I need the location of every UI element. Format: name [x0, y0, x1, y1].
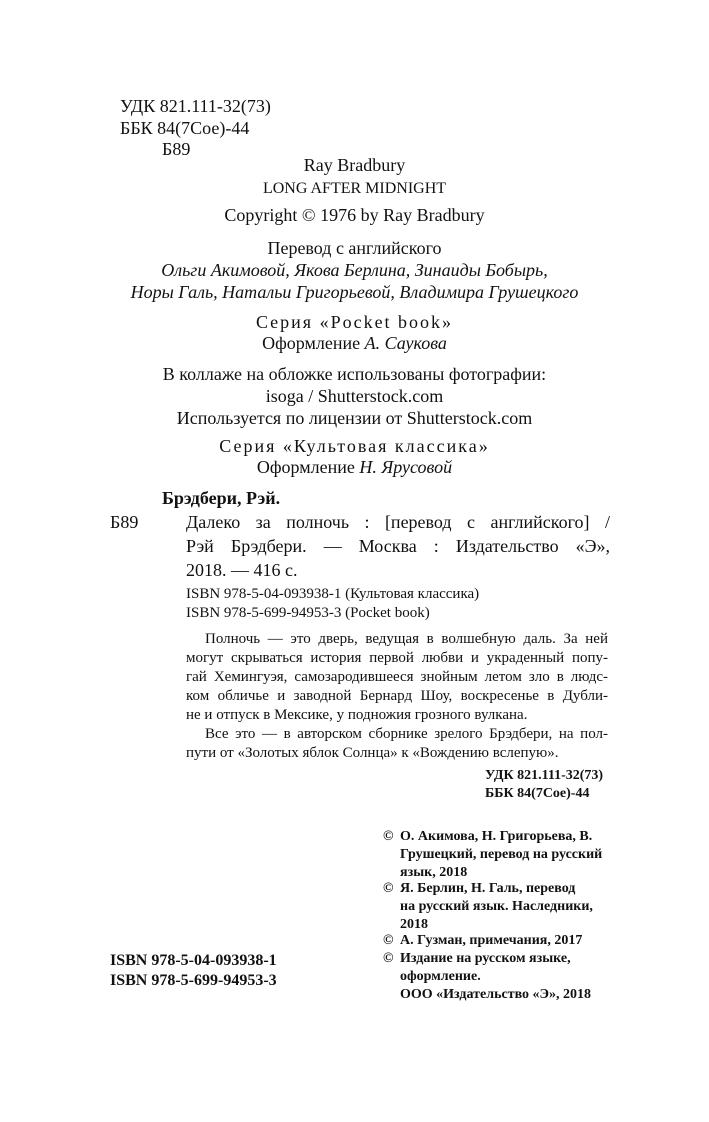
pocket-design — [0, 334, 709, 352]
udk-code-bottom: УДК 821.111-32(73) — [485, 768, 604, 783]
pocket-designer: А. Саукова — [364, 333, 447, 353]
copyright-line: 2018 — [400, 917, 428, 932]
original-author: Ray Bradbury — [303, 155, 406, 175]
cult-design — [0, 458, 709, 476]
copyright-line: О. Акимова, Н. Григорьева, В. — [400, 829, 593, 844]
isbn-bottom: ISBN 978-5-699-94953-3 — [110, 972, 277, 989]
entry-line: 2018. — 416 с. — [186, 560, 298, 580]
abstract-line: гай Хемингуэя, самозародившееся знойным летом зло в людс- — [186, 669, 608, 685]
collage-credit-line: isoga / Shutterstock.com — [265, 386, 444, 406]
copyright-sign: © — [383, 829, 394, 844]
isbn-bottom: ISBN 978-5-04-093938-1 — [110, 952, 277, 969]
bbk-code-bottom: ББК 84(7Сое)-44 — [485, 786, 590, 801]
copyright-line: Издание на русском языке, — [400, 951, 571, 966]
bbk-code: ББК 84(7Сое)-44 — [120, 118, 250, 138]
copyright-line: оформление. — [400, 969, 481, 984]
entry-isbn: ISBN 978-5-699-94953-3 (Pocket book) — [186, 605, 430, 621]
cult-design-label: Оформление — [256, 457, 355, 477]
abstract-line: не и отпуск в Мексике, у подножия грозного вулкана. — [186, 707, 528, 723]
abstract-line: могут скрываться история первой любви и украденный попу- — [186, 650, 608, 666]
abstract-line: Все это — в авторском сборнике зрелого Брэдбери, на пол- — [205, 726, 608, 742]
pocket-series: Серия «Pocket book» — [255, 312, 454, 332]
entry-author: Брэдбери, Рэй. — [162, 488, 281, 508]
abstract-line: Полночь — это дверь, ведущая в волшебную даль. За ней — [205, 631, 608, 647]
abstract-line: пути от «Золотых яблок Солнца» к «Вождению вслепую». — [186, 745, 559, 761]
copyright-line: Грушецкий, перевод на русский — [400, 847, 603, 862]
cult-designer: Н. Ярусовой — [359, 457, 453, 477]
copyright-line: Я. Берлин, Н. Галь, перевод — [400, 881, 576, 896]
collage-credit-line: В коллаже на обложке использованы фотографии: — [162, 364, 547, 384]
copyright-line: ООО «Издательство «Э», 2018 — [400, 987, 592, 1002]
entry-line: Рэй Брэдбери. — Москва : Издательство «Э», — [186, 536, 610, 556]
translation-label: Перевод с английского — [267, 238, 442, 258]
entry-isbn: ISBN 978-5-04-093938-1 (Культовая классика) — [186, 586, 480, 602]
copyright-sign: © — [383, 951, 394, 966]
original-copyright: Copyright © 1976 by Ray Bradbury — [224, 205, 485, 225]
original-title: LONG AFTER MIDNIGHT — [262, 180, 447, 197]
translators-line: Норы Галь, Натальи Григорьевой, Владимира Грушецкого — [130, 282, 579, 302]
copyright-line: А. Гузман, примечания, 2017 — [400, 933, 583, 948]
collage-credit-line: Используется по лицензии от Shutterstock.com — [176, 408, 533, 428]
pocket-design-label: Оформление — [262, 333, 361, 353]
copyright-line: язык, 2018 — [400, 865, 468, 880]
udk-code: УДК 821.111-32(73) — [120, 96, 271, 116]
cult-series: Серия «Культовая классика» — [219, 436, 490, 456]
entry-line: Далеко за полночь : [перевод с английского] / — [186, 512, 610, 532]
abstract-line: ком обличье и заводной Бернард Шоу, воскресенье в Дубли- — [186, 688, 608, 704]
copyright-sign: © — [383, 933, 394, 948]
entry-cutter: Б89 — [110, 512, 139, 532]
cutter-code: Б89 — [162, 139, 191, 159]
copyright-sign: © — [383, 881, 394, 896]
translators-line: Ольги Акимовой, Якова Берлина, Зинаиды Бобырь, — [161, 260, 548, 280]
copyright-line: на русский язык. Наследники, — [400, 899, 593, 914]
